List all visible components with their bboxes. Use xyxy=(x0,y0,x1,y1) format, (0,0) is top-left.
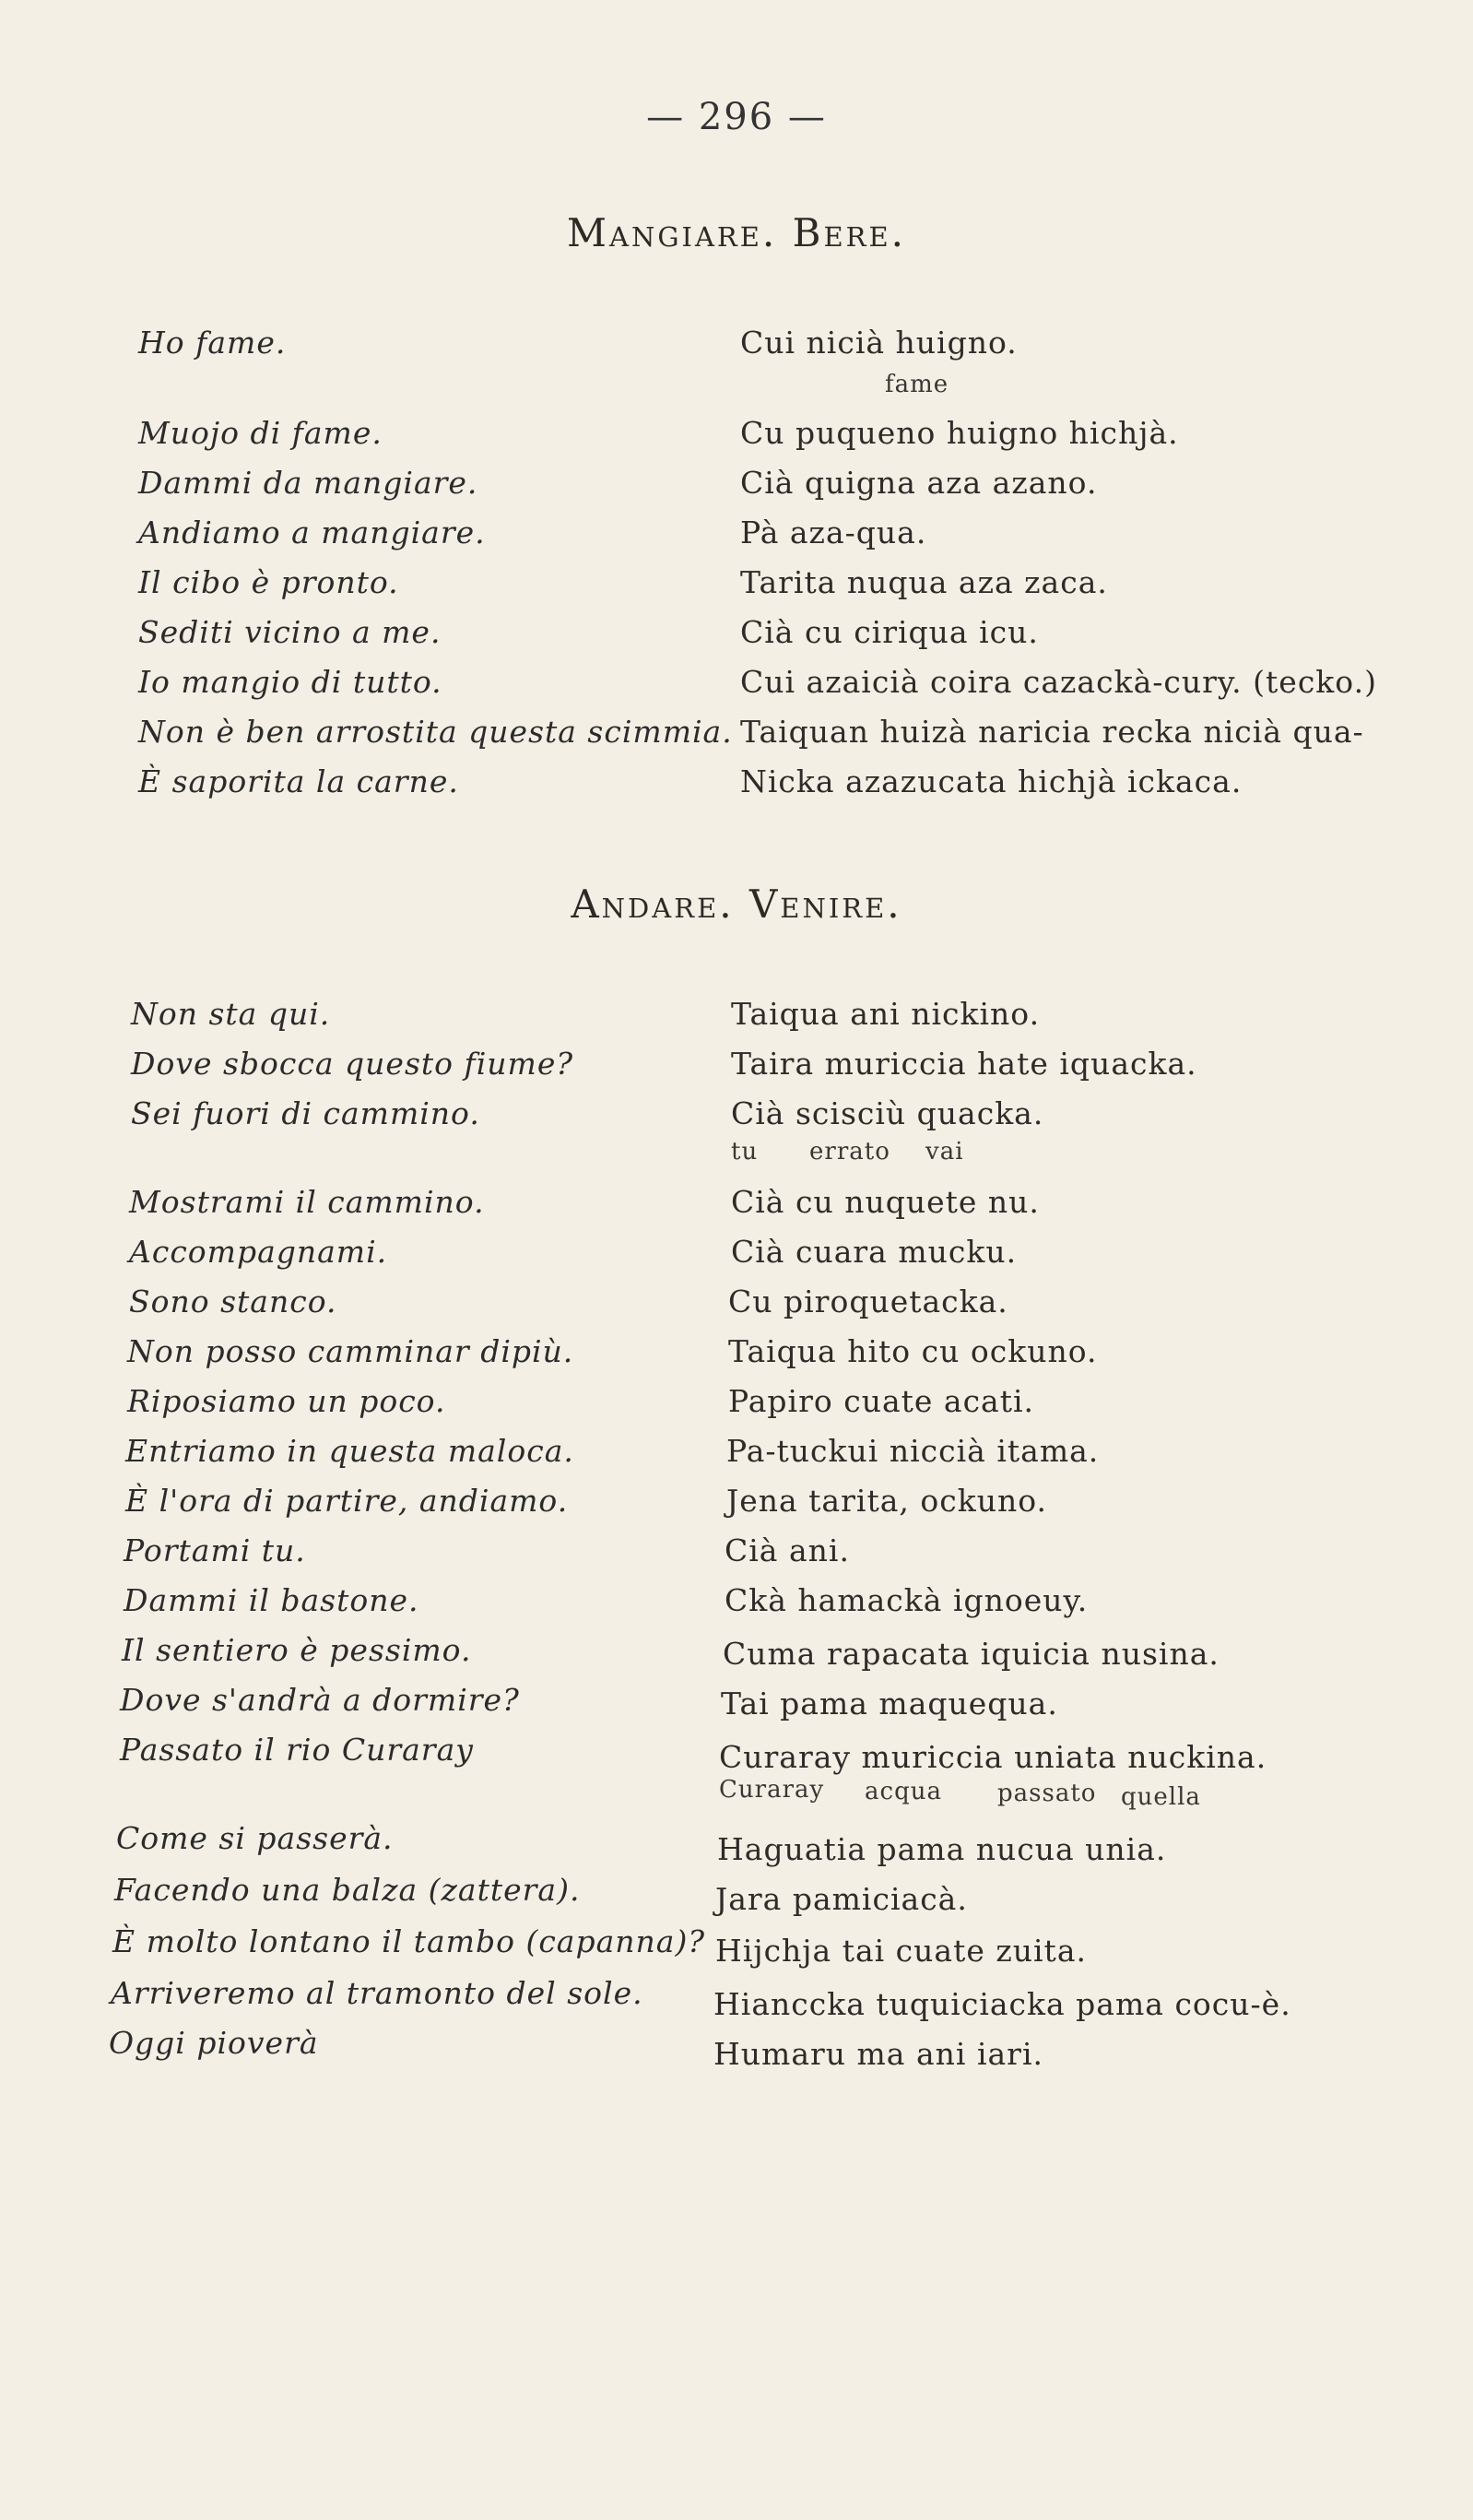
phrase-italian: Dammi da mangiare. xyxy=(138,465,478,501)
phrase-native: Cuma rapacata iquicia nusina. xyxy=(723,1636,1220,1672)
phrase-gloss: acqua xyxy=(865,1778,942,1805)
phrase-native: Hijchja tai cuate zuita. xyxy=(715,1933,1087,1969)
phrase-italian: Entriamo in questa maloca. xyxy=(125,1433,574,1469)
phrase-italian: Portami tu. xyxy=(124,1532,306,1568)
phrase-italian: È molto lontano il tambo (capanna)? xyxy=(112,1923,706,1959)
phrase-italian: Non sta qui. xyxy=(131,996,331,1032)
phrase-italian: È saporita la carne. xyxy=(138,763,459,799)
phrase-native: Pà aza-qua. xyxy=(740,515,927,550)
phrase-native: Nicka azazucata hichjà ickaca. xyxy=(740,763,1243,799)
phrase-native: Jara pamiciacà. xyxy=(715,1881,968,1917)
section-title-andare: Andare. Venire. xyxy=(571,881,902,927)
phrase-native: Jena tarita, ockuno. xyxy=(726,1483,1047,1519)
phrase-native: Cui azaicià coira cazackà-cury. (tecko.) xyxy=(740,664,1377,700)
phrase-native: Haguatia pama nucua unia. xyxy=(717,1831,1167,1867)
phrase-native: Tai pama maquequa. xyxy=(721,1686,1058,1721)
phrase-italian: Come si passerà. xyxy=(116,1820,394,1856)
phrase-italian: Andiamo a mangiare. xyxy=(138,515,486,550)
phrase-italian: Sediti vicino a me. xyxy=(138,614,442,650)
phrase-native: Pa-tuckui niccià itama. xyxy=(726,1433,1100,1469)
phrase-gloss: vai xyxy=(925,1138,964,1165)
phrase-native: Cià cu nuquete nu. xyxy=(731,1184,1040,1220)
phrase-native: Taira muriccia hate iquacka. xyxy=(731,1046,1197,1082)
phrase-italian: Non posso camminar dipiù. xyxy=(127,1333,574,1369)
phrase-native: Curaray muriccia uniata nuckina. xyxy=(719,1739,1267,1775)
phrase-italian: Passato il rio Curaray xyxy=(120,1732,474,1768)
phrase-italian: Sei fuori di cammino. xyxy=(131,1095,480,1131)
phrase-native: Taiquan huizà naricia recka nicià qua- xyxy=(740,714,1364,750)
phrase-gloss: quella xyxy=(1121,1783,1201,1811)
phrase-native: Taiqua hito cu ockuno. xyxy=(728,1333,1098,1369)
phrase-native: Papiro cuate acati. xyxy=(728,1383,1035,1419)
phrase-native: Cu puqueno huigno hichjà. xyxy=(740,415,1179,451)
phrase-native: Cui nicià huigno. xyxy=(740,325,1018,361)
phrase-gloss: errato xyxy=(809,1138,890,1165)
phrase-native: Cu piroquetacka. xyxy=(728,1284,1008,1319)
page-number: — 296 — xyxy=(646,96,827,138)
phrase-italian: Accompagnami. xyxy=(129,1234,388,1270)
phrase-native: Hianccka tuquiciacka pama cocu-è. xyxy=(713,1986,1291,2022)
phrase-native: Tarita nuqua aza zaca. xyxy=(740,564,1108,600)
section-title-mangiare: Mangiare. Bere. xyxy=(567,210,906,255)
phrase-italian: Oggi pioverà xyxy=(109,2025,319,2061)
phrase-native: Cià ani. xyxy=(725,1532,850,1568)
phrase-italian: Dove s'andrà a dormire? xyxy=(120,1682,520,1718)
phrase-italian: Arriveremo al tramonto del sole. xyxy=(111,1975,643,2011)
phrase-native: Cià scisciù quacka. xyxy=(731,1095,1044,1131)
phrase-gloss: Curaray xyxy=(719,1776,825,1804)
phrase-italian: Mostrami il cammino. xyxy=(129,1184,485,1220)
phrase-native: Cià quigna aza azano. xyxy=(740,465,1098,501)
phrase-italian: Il cibo è pronto. xyxy=(138,564,399,600)
phrase-italian: Non è ben arrostita questa scimmia. xyxy=(138,714,733,750)
phrase-native: Taiqua ani nickino. xyxy=(731,996,1041,1032)
phrase-italian: Dammi il bastone. xyxy=(124,1582,419,1618)
phrase-gloss: passato xyxy=(997,1780,1097,1807)
phrase-italian: Facendo una balza (zattera). xyxy=(114,1872,581,1908)
phrase-native: Cià cu ciriqua icu. xyxy=(740,614,1039,650)
phrase-gloss: tu xyxy=(731,1138,759,1165)
phrase-italian: Dove sbocca questo fiume? xyxy=(131,1046,574,1082)
phrase-italian: Ho fame. xyxy=(138,325,287,361)
phrase-italian: Io mangio di tutto. xyxy=(138,664,442,700)
phrase-italian: È l'ora di partire, andiamo. xyxy=(125,1483,569,1519)
phrase-italian: Riposiamo un poco. xyxy=(127,1383,446,1419)
phrase-italian: Muojo di fame. xyxy=(138,415,383,451)
phrase-gloss: fame xyxy=(885,371,949,398)
phrase-italian: Sono stanco. xyxy=(129,1284,337,1319)
phrase-native: Cià cuara mucku. xyxy=(731,1234,1018,1270)
phrase-italian: Il sentiero è pessimo. xyxy=(122,1632,472,1668)
phrase-native: Ckà hamackà ignoeuy. xyxy=(725,1582,1089,1618)
phrase-native: Humaru ma ani iari. xyxy=(713,2036,1043,2072)
